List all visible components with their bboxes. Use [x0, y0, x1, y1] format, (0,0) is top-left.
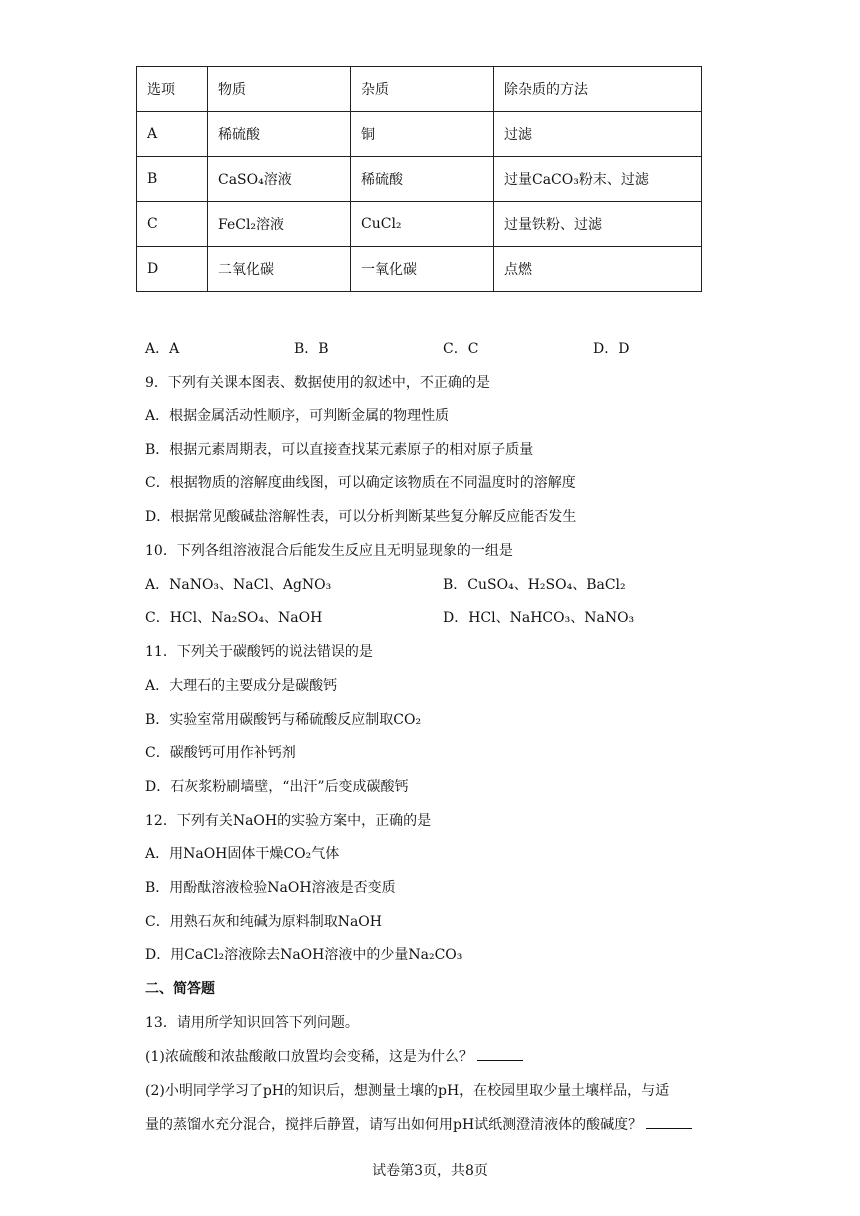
sub-question-line: (2)小明同学学习了pH的知识后，想测量土壤的pH，在校园里取少量土壤样品，与适: [145, 1083, 670, 1099]
table-cell: C: [137, 202, 208, 247]
table-cell: 一氧化碳: [351, 247, 494, 292]
answer-blank[interactable]: [477, 1046, 523, 1061]
sub-question-text: 量的蒸馏水充分混合，搅拌后静置，请写出如何用pH试纸测澄清液体的酸碱度？: [145, 1117, 643, 1133]
table-cell: A: [137, 112, 208, 157]
table-cell: 过量CaCO₃粉末、过滤: [494, 157, 702, 202]
table-header-cell: 除杂质的方法: [494, 67, 702, 112]
option: C．用熟石灰和纯碱为原料制取NaOH: [145, 914, 382, 930]
sub-question: [145, 1046, 523, 1066]
q10-choices-row1: [145, 574, 745, 594]
table-cell: 二氧化碳: [208, 247, 351, 292]
table-header-cell: 杂质: [351, 67, 494, 112]
table-row: [137, 157, 702, 202]
option: A．NaNO₃、NaCl、AgNO₃: [145, 577, 332, 593]
table-header-cell: 物质: [208, 67, 351, 112]
option: A．大理石的主要成分是碳酸钙: [145, 678, 338, 694]
table-cell: 稀硫酸: [208, 112, 351, 157]
table-cell: CuCl₂: [351, 202, 494, 247]
table-row: [137, 112, 702, 157]
table-cell: 过滤: [494, 112, 702, 157]
table-cell: 过量铁粉、过滤: [494, 202, 702, 247]
table-cell: B: [137, 157, 208, 202]
table-cell: 铜: [351, 112, 494, 157]
option: A．用NaOH固体干燥CO₂气体: [145, 846, 340, 862]
option: B．用酚酞溶液检验NaOH溶液是否变质: [145, 880, 396, 896]
table-header-row: [137, 67, 702, 112]
option: B．CuSO₄、H₂SO₄、BaCl₂: [443, 577, 626, 593]
choice-b: B．B: [294, 341, 329, 357]
question-stem: 9．下列有关课本图表、数据使用的叙述中，不正确的是: [145, 375, 490, 391]
table-cell: D: [137, 247, 208, 292]
table-row: [137, 247, 702, 292]
table-cell: CaSO₄溶液: [208, 157, 351, 202]
choice-d: D．D: [593, 341, 630, 357]
table-cell: 稀硫酸: [351, 157, 494, 202]
option: C．碳酸钙可用作补钙剂: [145, 745, 296, 761]
option: B．实验室常用碳酸钙与稀硫酸反应制取CO₂: [145, 712, 422, 728]
option: D．根据常见酸碱盐溶解性表，可以分析判断某些复分解反应能否发生: [145, 509, 577, 525]
sub-question-text: (1)浓硫酸和浓盐酸敞口放置均会变稀，这是为什么？: [145, 1049, 473, 1065]
option: A．根据金属活动性顺序，可判断金属的物理性质: [145, 408, 450, 424]
table-header-cell: 选项: [137, 67, 208, 112]
table-row: [137, 202, 702, 247]
option: D．用CaCl₂溶液除去NaOH溶液中的少量Na₂CO₃: [145, 947, 463, 963]
choice-c: C．C: [443, 341, 479, 357]
question-stem: 13．请用所学知识回答下列问题。: [145, 1015, 359, 1031]
option: C．HCl、Na₂SO₄、NaOH: [145, 610, 323, 626]
option: B．根据元素周期表，可以直接查找某元素原子的相对原子质量: [145, 442, 534, 458]
q8-choices: [145, 338, 745, 358]
sub-question: [145, 1114, 692, 1134]
choice-a: A．A: [145, 341, 180, 357]
section-heading: 二、简答题: [145, 981, 215, 997]
question-stem: 12．下列有关NaOH的实验方案中，正确的是: [145, 813, 432, 829]
option: D．石灰浆粉刷墙壁，“出汗”后变成碳酸钙: [145, 779, 409, 795]
answer-blank[interactable]: [646, 1114, 692, 1129]
table-cell: FeCl₂溶液: [208, 202, 351, 247]
option: D．HCl、NaHCO₃、NaNO₃: [443, 610, 635, 626]
q10-choices-row2: [145, 607, 745, 627]
option: C．根据物质的溶解度曲线图，可以确定该物质在不同温度时的溶解度: [145, 475, 576, 491]
page-footer: 试卷第3页，共8页: [372, 1163, 488, 1179]
question-stem: 10．下列各组溶液混合后能发生反应且无明显现象的一组是: [145, 543, 513, 559]
question-stem: 11．下列关于碳酸钙的说法错误的是: [145, 644, 373, 660]
impurity-table: [136, 66, 702, 292]
table-cell: 点燃: [494, 247, 702, 292]
